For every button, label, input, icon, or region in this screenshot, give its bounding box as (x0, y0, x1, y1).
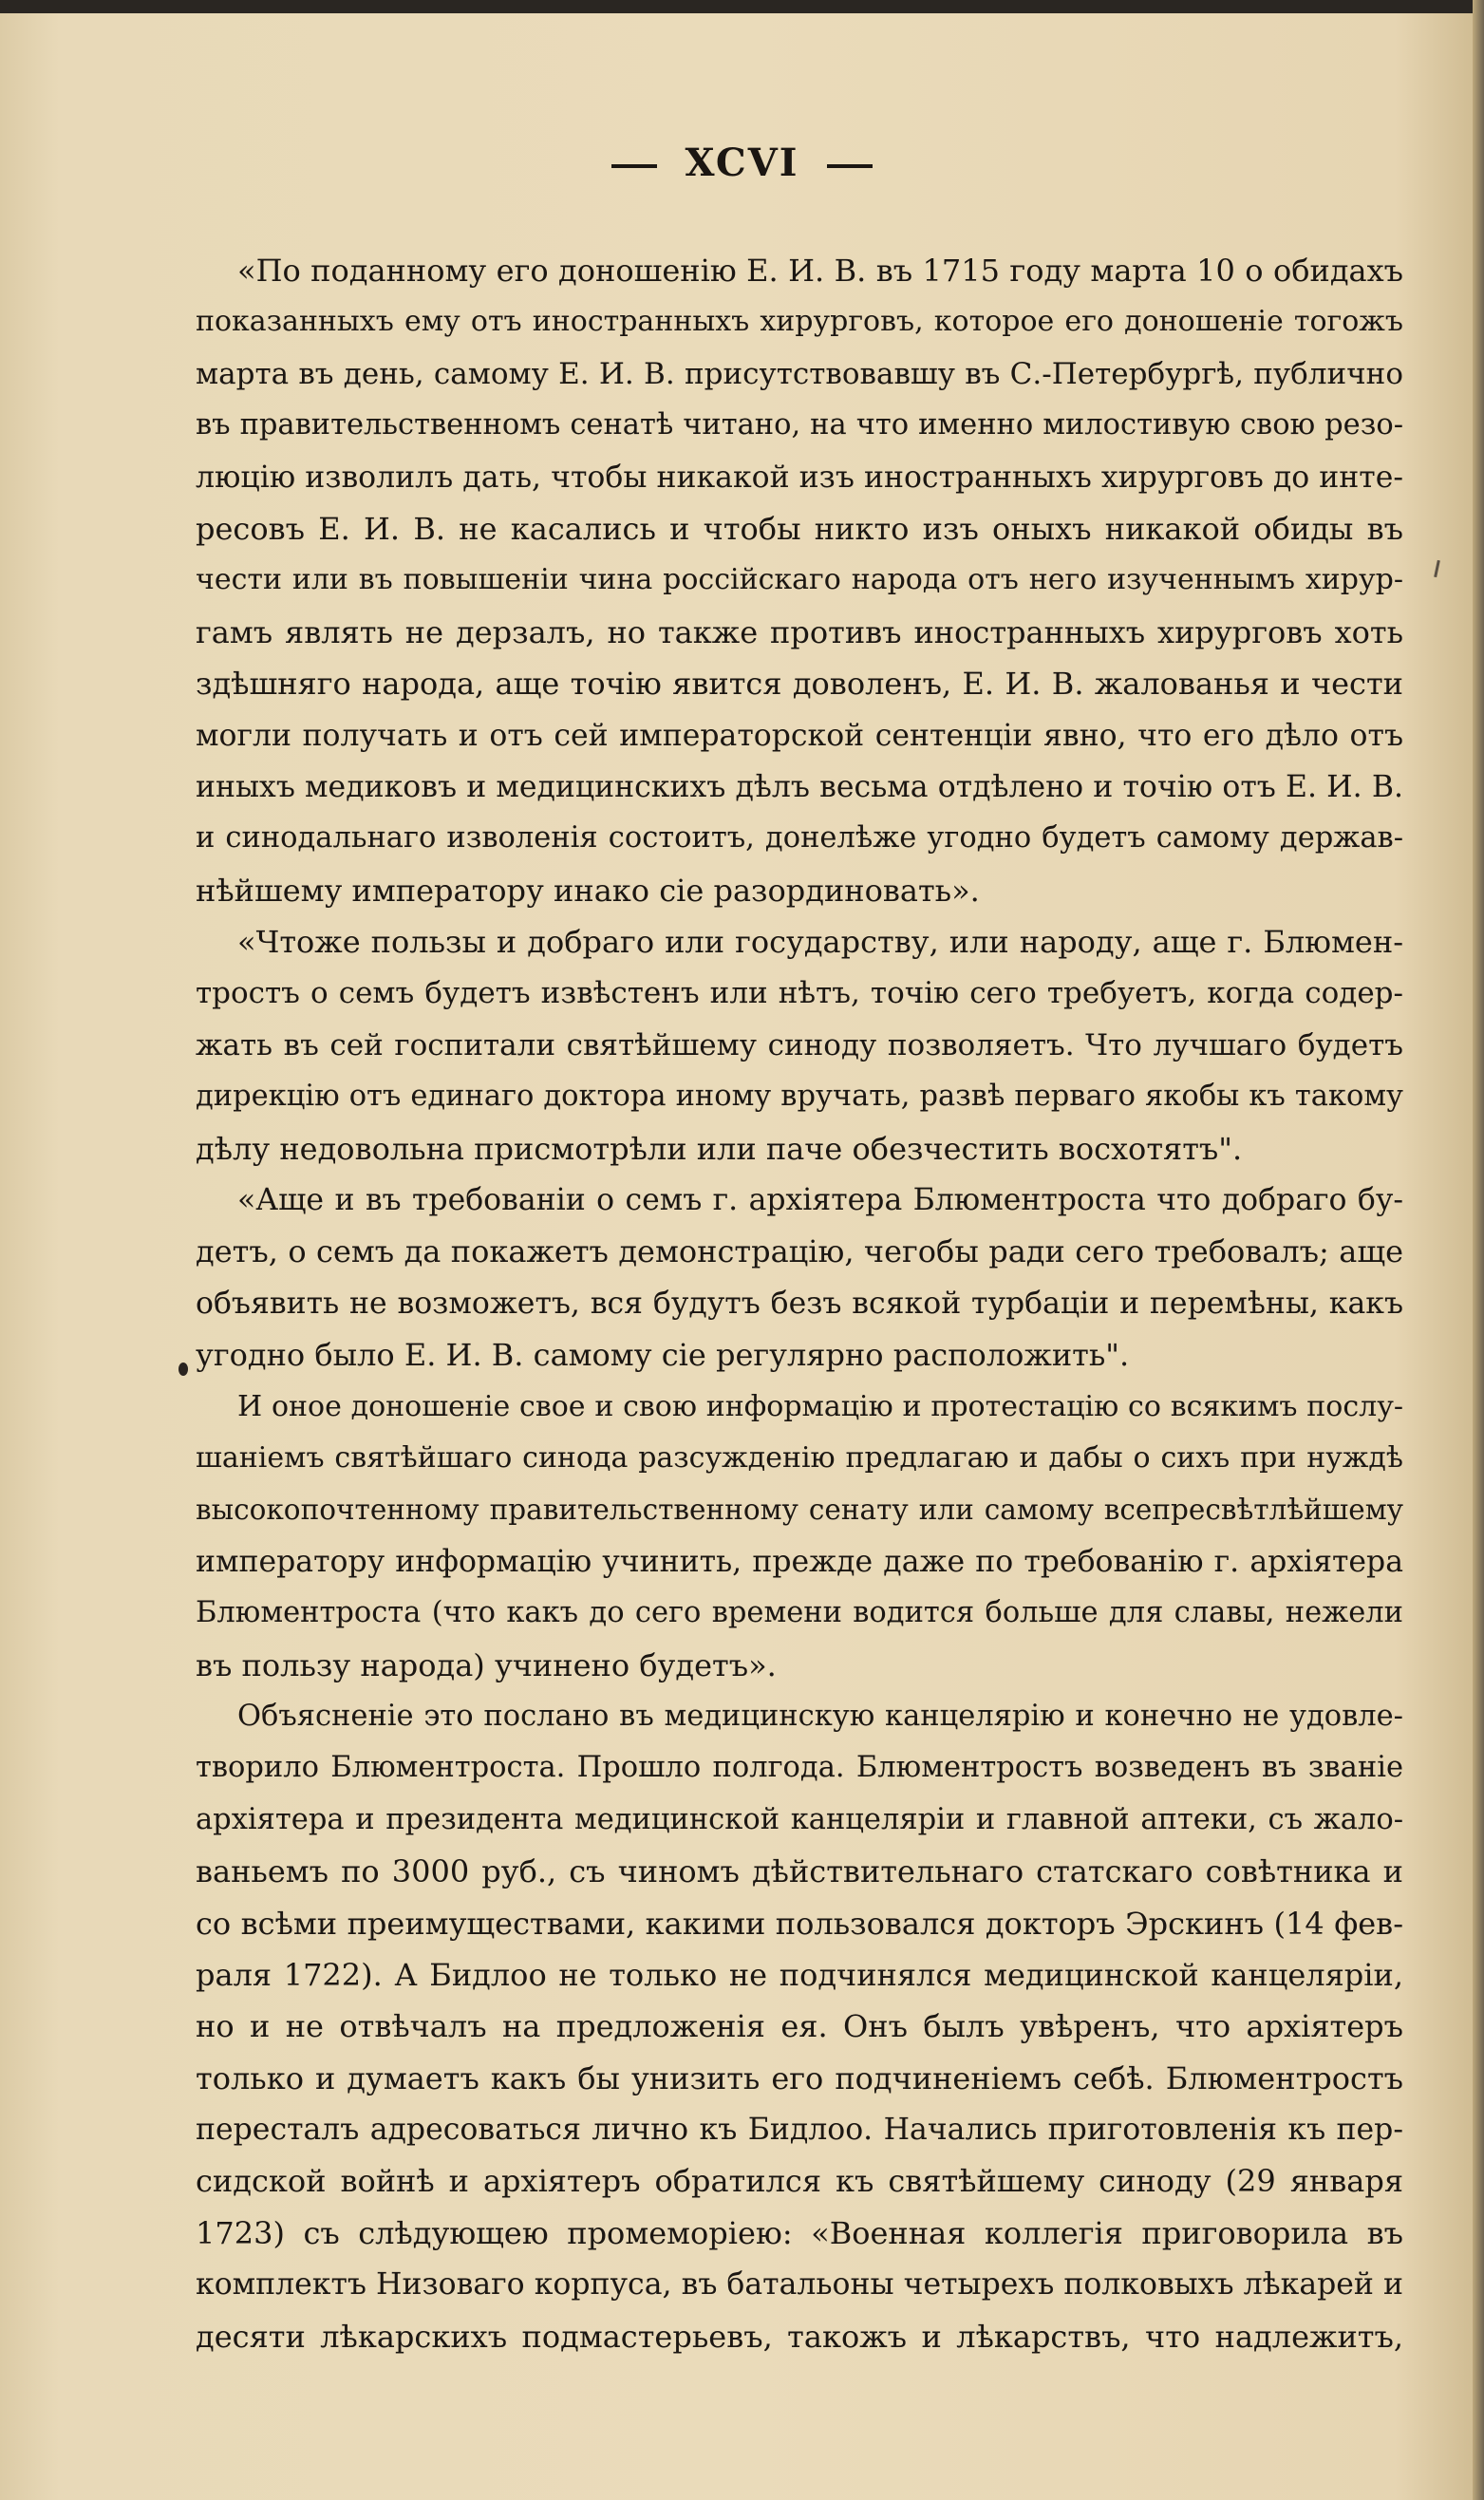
text-line: 1723) съ слѣдующею промеморіею: «Военная коллегія приговорила въ (196, 2214, 1403, 2251)
text-line: люцію изволилъ дать, чтобы никакой изъ иностранныхъ хирурговъ до инте- (196, 460, 1403, 495)
text-line: высокопочтенному правительственному сенату или самому всепресвѣтлѣйшему (196, 1494, 1403, 1527)
text-line: императору информацію учинить, прежде даже по требованію г. архіятера (196, 1544, 1403, 1579)
text-line: только и думаетъ какъ бы унизить его подчиненіемъ себѣ. Блюментростъ (196, 2059, 1403, 2096)
text-line: жать въ сей госпитали святѣйшему синоду позволяетъ. Что лучшаго будетъ (196, 1027, 1403, 1062)
ink-spot (178, 1363, 188, 1376)
body-text (196, 245, 1403, 2362)
text-line: дирекцію отъ единаго доктора иному вручать, развѣ перваго якобы къ такому (196, 1080, 1403, 1114)
text-line: Блюментроста (что какъ до сего времени водится больше для славы, нежели (196, 1596, 1403, 1630)
text-line: могли получать и отъ сей императорской сентенціи явно, что его дѣло отъ (196, 718, 1403, 753)
text-line: десяти лѣкарскихъ подмастерьевъ, такожъ и лѣкарствъ, что надлежитъ, (196, 2318, 1403, 2355)
text-line: И оное доношеніе свое и свою информацію и протестацію со всякимъ послу- (237, 1389, 1403, 1423)
text-line: ваньемъ по 3000 руб., съ чиномъ дѣйствительнаго статскаго совѣтника и (196, 1853, 1403, 1890)
header-dash-left (611, 164, 657, 168)
text-line: гамъ являть не дерзалъ, но также противъ иностранныхъ хирурговъ хоть (196, 613, 1403, 650)
text-line: творило Блюментроста. Прошло полгода. Блюментростъ возведенъ въ званіе (196, 1751, 1403, 1785)
text-line: комплектъ Низоваго корпуса, въ батальоны четырехъ полковыхъ лѣкарей и (196, 2267, 1403, 2303)
text-line: иныхъ медиковъ и медицинскихъ дѣлъ весьма отдѣлено и точію отъ Е. И. В. (196, 769, 1403, 804)
text-line: «Чтоже пользы и добраго или государству, или народу, аще г. Блюмен- (237, 924, 1403, 961)
header-dash-right (827, 164, 873, 168)
text-line: детъ, о семъ да покажетъ демонстрацію, чегобы ради сего требовалъ; аще (196, 1233, 1403, 1270)
text-line: со всѣми преимуществами, какими пользовался докторъ Эрскинъ (14 фев- (196, 1905, 1403, 1942)
text-line: и синодальнаго изволенія состоитъ, донелѣже угодно будетъ самому держав- (196, 821, 1403, 855)
text-line: «Аще и въ требованіи о семъ г. архіятера Блюментроста что добраго бу- (237, 1183, 1403, 1218)
text-line: въ правительственномъ сенатѣ читано, на что именно милостивую свою резо- (196, 408, 1403, 442)
text-line: но и не отвѣчалъ на предложенія ея. Онъ былъ увѣренъ, что архіятеръ (196, 2008, 1403, 2045)
text-line: нѣйшему императору инако сіе разординовать». (196, 872, 980, 909)
text-line: сидской войнѣ и архіятеръ обратился къ святѣйшему синоду (29 января (196, 2163, 1403, 2200)
scan-right-edge (1473, 0, 1484, 2500)
text-line: марта въ день, самому Е. И. В. присутствовавшу въ С.-Петербургѣ, публично (196, 356, 1403, 391)
text-line: архіятера и президента медицинской канцеляріи и главной аптеки, съ жало- (196, 1802, 1403, 1836)
text-line: «По поданному его доношенію Е. И. В. въ 1715 году марта 10 о обидахъ (237, 253, 1403, 289)
text-line: Объясненіе это послано въ медицинскую канцелярію и конечно не удовле- (237, 1699, 1403, 1733)
text-line: чести или въ повышеніи чина россійскаго народа отъ него изученнымъ хирур- (196, 563, 1403, 597)
text-line: ресовъ Е. И. В. не касались и чтобы никто изъ оныхъ никакой обиды въ (196, 510, 1403, 547)
text-line: пересталъ адресоваться лично къ Бидлоо. Начались приготовленія къ пер- (196, 2113, 1403, 2148)
text-line: показанныхъ ему отъ иностранныхъ хирурговъ, которое его доношеніе тогожъ (196, 305, 1403, 339)
text-line: дѣлу недовольна присмотрѣли или паче обезчестить восхотятъ". (196, 1130, 1243, 1167)
text-line: объявить не возможетъ, вся будутъ безъ всякой турбаціи и перемѣны, какъ (196, 1286, 1403, 1321)
text-line: раля 1722). А Бидлоо не только не подчинялся медицинской канцеляріи, (196, 1956, 1403, 1993)
scan-top-edge (0, 0, 1484, 13)
page-number: XCVI (685, 141, 799, 185)
page-header (0, 141, 1484, 185)
text-line: въ пользу народа) учинено будетъ». (196, 1646, 777, 1683)
margin-mark (1434, 560, 1440, 577)
text-line: угодно было Е. И. В. самому сіе регулярно расположить". (196, 1337, 1130, 1374)
text-line: здѣшняго народа, аще точію явится доволенъ, Е. И. В. жалованья и чести (196, 666, 1403, 703)
text-line: шаніемъ святѣйшаго синода разсужденію предлагаю и дабы о сихъ при нуждѣ (196, 1440, 1403, 1475)
text-line: тростъ о семъ будетъ извѣстенъ или нѣтъ, точію сего требуетъ, когда содер- (196, 976, 1403, 1011)
